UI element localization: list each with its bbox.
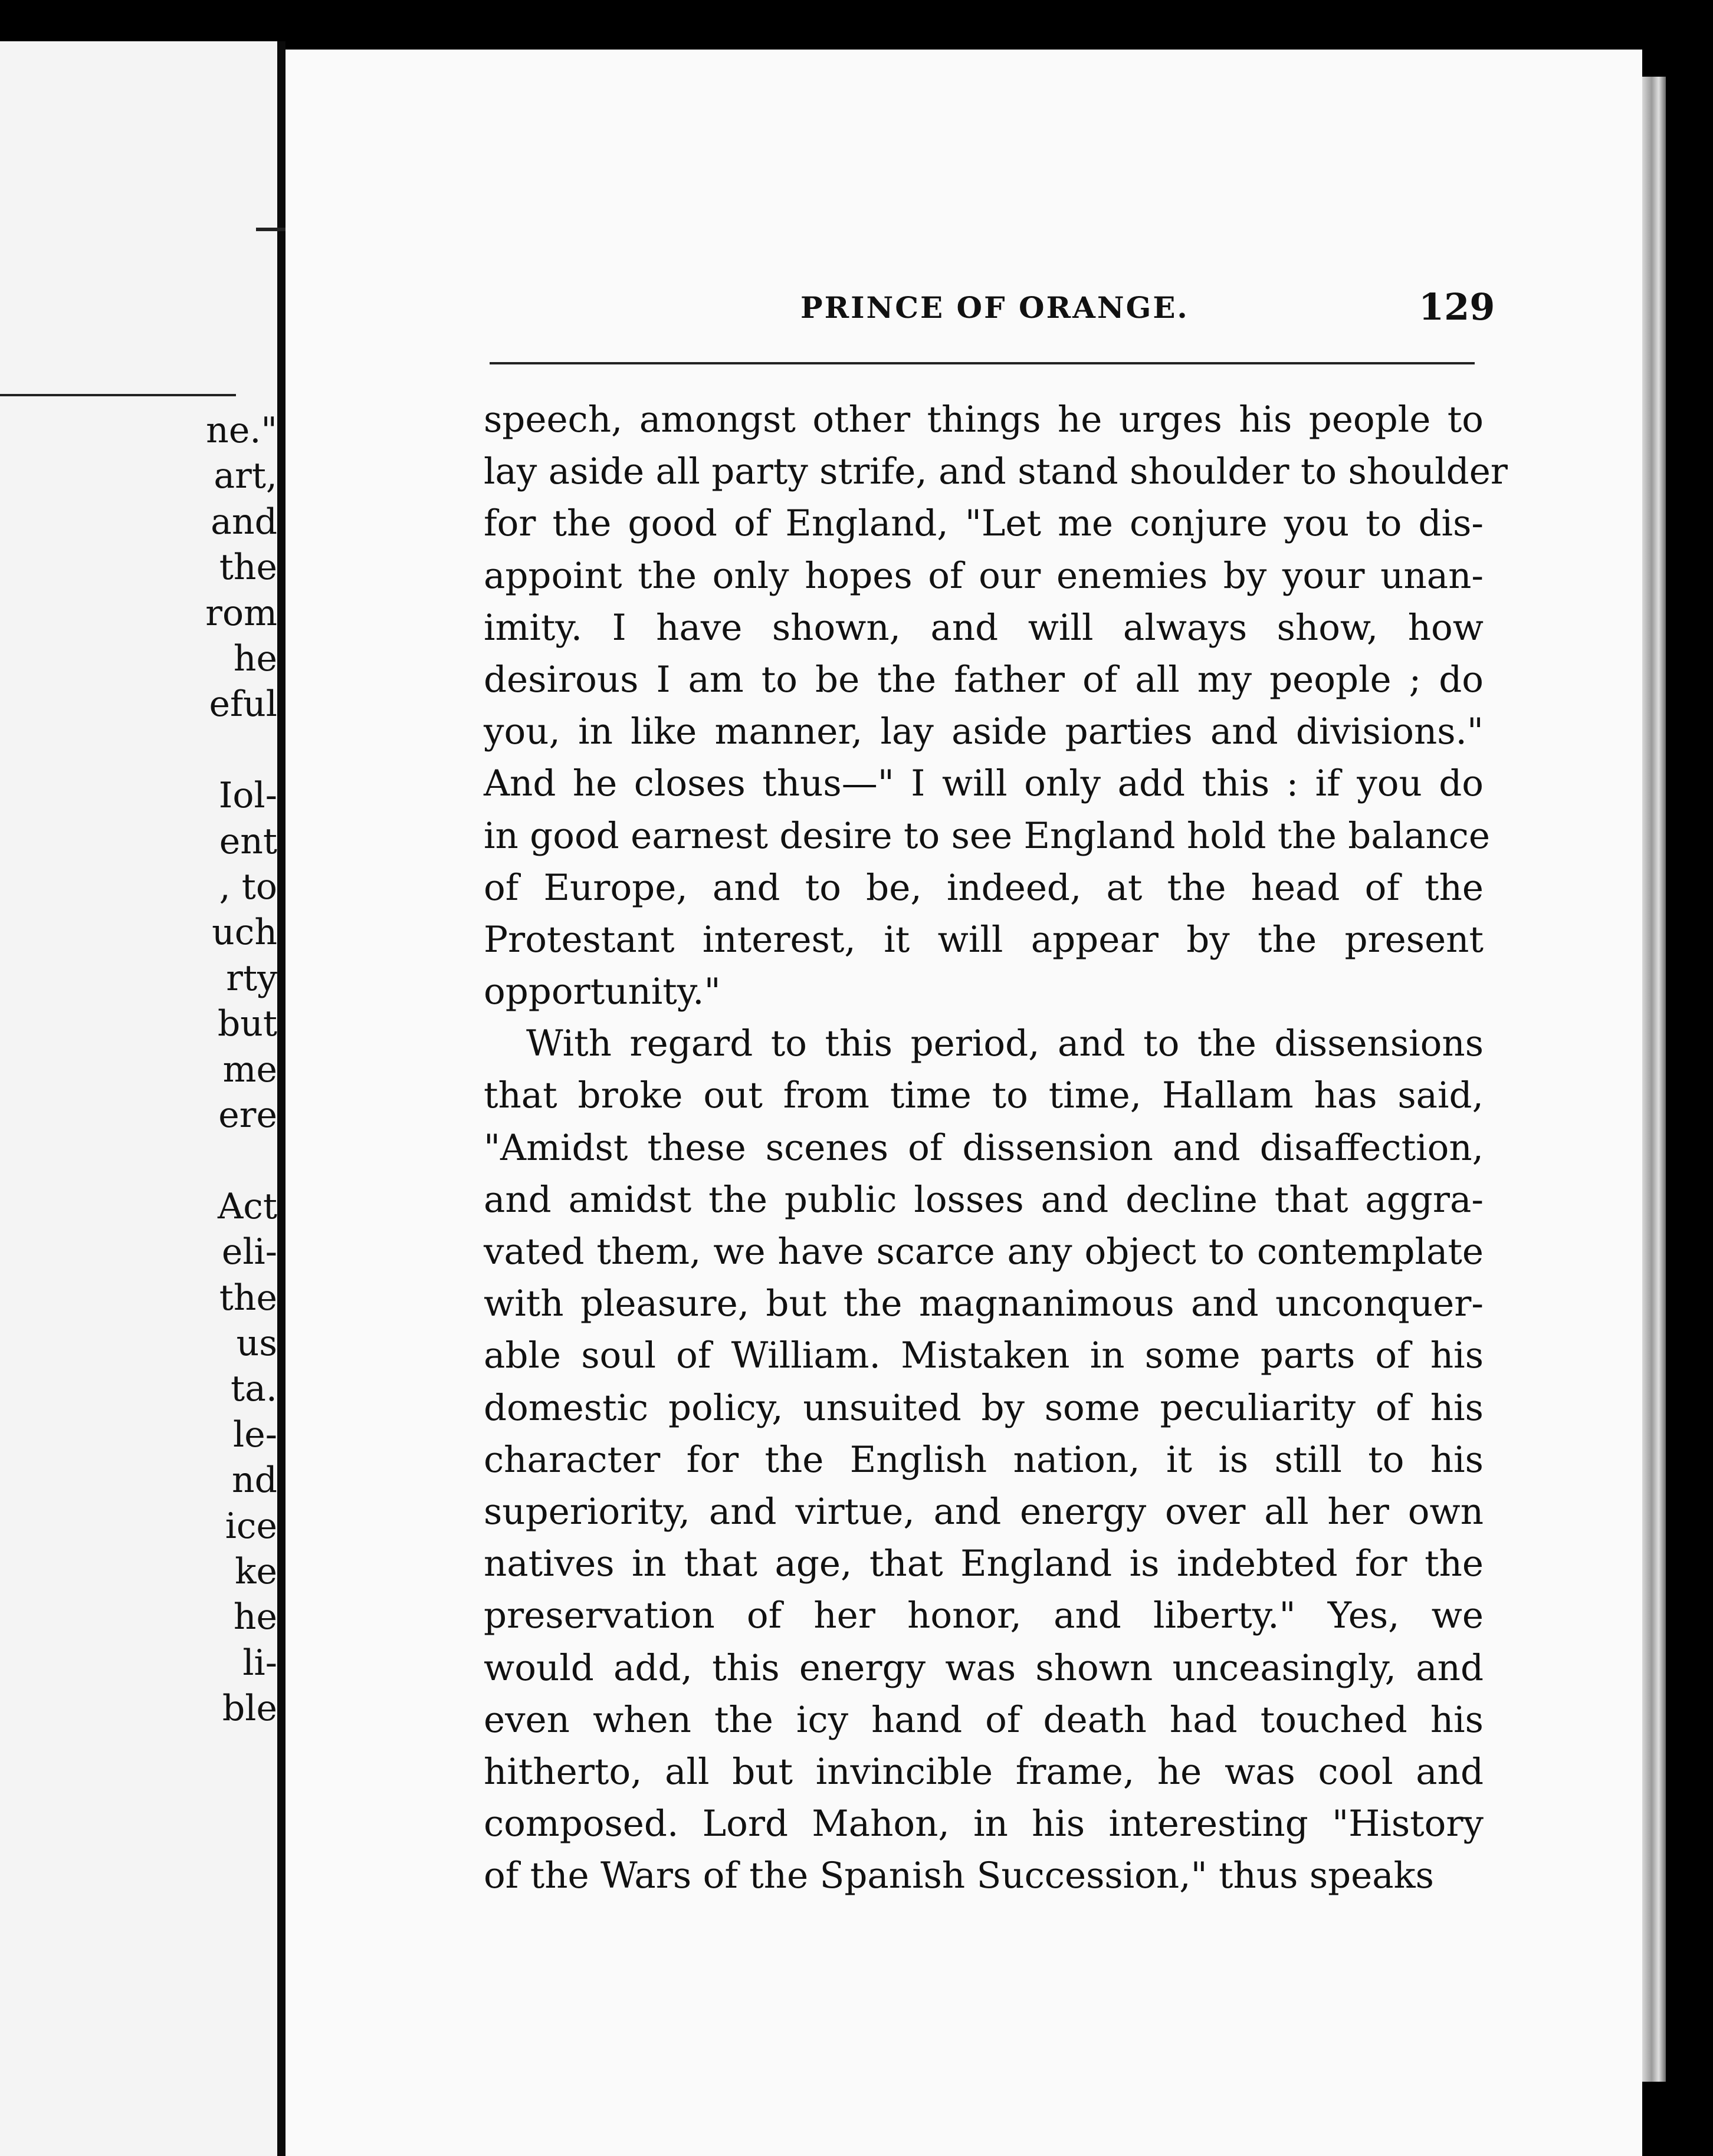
previous-page-fragment: uch	[212, 912, 277, 954]
previous-page-fragment: Act	[217, 1185, 277, 1227]
previous-page-fragment: rty	[226, 957, 277, 999]
previous-page-fragment: art,	[214, 455, 277, 497]
text-line: superiority, and virtue, and energy over all her own	[484, 1490, 1484, 1533]
previous-page-fragment: ice	[225, 1505, 277, 1547]
page-number: 129	[1419, 285, 1495, 328]
previous-page-fragment: ere	[218, 1095, 277, 1136]
text-line: able soul of William. Mistaken in some parts of his	[484, 1335, 1484, 1377]
text-line: Protestant interest, it will appear by the present	[484, 918, 1484, 961]
previous-page-fragment: ta.	[231, 1368, 277, 1410]
previous-page-fragment: li-	[242, 1642, 277, 1684]
text-line: appoint the only hopes of our enemies by your unan-	[484, 554, 1484, 597]
previous-page-fragment: ke	[235, 1551, 277, 1592]
previous-page-fragment: Iol-	[218, 775, 277, 817]
text-line: you, in like manner, lay aside parties and divisions."	[484, 711, 1484, 753]
header-rule	[490, 362, 1475, 364]
text-line: of Europe, and to be, indeed, at the head of the	[484, 866, 1484, 909]
previous-page-fragment: and	[211, 501, 277, 543]
previous-page	[0, 41, 277, 2156]
text-line: speech, amongst other things he urges his people to	[484, 399, 1484, 441]
text-line: for the good of England, "Let me conjure you to dis-	[484, 502, 1484, 545]
page-edges	[1642, 77, 1666, 2082]
text-line: "Amidst these scenes of dissension and disaffection,	[484, 1126, 1484, 1169]
text-line: vated them, we have scarce any object to contemplate	[484, 1231, 1484, 1273]
previous-page-fragment: the	[219, 547, 277, 589]
previous-page-fragment: us	[236, 1323, 277, 1364]
text-line: With regard to this period, and to the dissensions	[526, 1023, 1484, 1065]
text-line: preservation of her honor, and liberty." Yes, we	[484, 1595, 1484, 1637]
text-line: in good earnest desire to see England hold the balance	[484, 814, 1491, 857]
text-line: even when the icy hand of death had touched his	[484, 1698, 1484, 1741]
text-line: natives in that age, that England is indebted for the	[484, 1543, 1484, 1585]
previous-page-fragment: he	[233, 638, 277, 679]
previous-page-fragment: me	[222, 1049, 277, 1090]
previous-page-fragment: ble	[222, 1688, 277, 1730]
text-line: And he closes thus—" I will only add this : if you do	[484, 763, 1484, 805]
text-line: lay aside all party strife, and stand shoulder to shoulder	[484, 451, 1508, 493]
text-line: with pleasure, but the magnanimous and unconquer-	[484, 1283, 1484, 1325]
paragraph	[484, 394, 1508, 1018]
previous-page-fragment: rom	[205, 592, 277, 634]
text-line: character for the English nation, it is still to his	[484, 1438, 1484, 1481]
text-line: imity. I have shown, and will always show, how	[484, 606, 1484, 649]
previous-page-rule	[0, 394, 236, 396]
book-gutter	[277, 41, 286, 2156]
text-line: composed. Lord Mahon, in his interesting "History	[484, 1803, 1484, 1845]
previous-page-fragment: he	[233, 1596, 277, 1638]
previous-page-fragment: nd	[231, 1460, 277, 1501]
previous-page-fragment: eful	[209, 683, 277, 725]
text-line: would add, this energy was shown unceasingly, and	[484, 1646, 1484, 1689]
previous-page-fragment: eli-	[221, 1231, 277, 1273]
previous-page-fragment: , to	[219, 866, 277, 908]
text-line: that broke out from time to time, Hallam has said,	[484, 1074, 1484, 1117]
text-line: and amidst the public losses and decline that aggra-	[484, 1178, 1484, 1221]
previous-page-fragment: the	[219, 1277, 277, 1319]
previous-page-fragment: ent	[219, 820, 277, 862]
previous-page-fragment: ne."	[206, 410, 277, 451]
text-line: of the Wars of the Spanish Succession," thus speaks	[484, 1855, 1434, 1897]
previous-page-fragment: but	[217, 1003, 277, 1045]
running-head: PRINCE OF ORANGE.	[800, 290, 1189, 325]
text-line: opportunity."	[484, 971, 721, 1013]
body-text	[484, 394, 1508, 1902]
text-line: desirous I am to be the father of all my people ; do	[484, 658, 1484, 701]
text-line: hitherto, all but invincible frame, he was cool and	[484, 1750, 1484, 1793]
previous-page-fragment: le-	[233, 1414, 277, 1455]
paragraph	[484, 1018, 1484, 1902]
text-line: domestic policy, unsuited by some peculiarity of his	[484, 1386, 1484, 1429]
